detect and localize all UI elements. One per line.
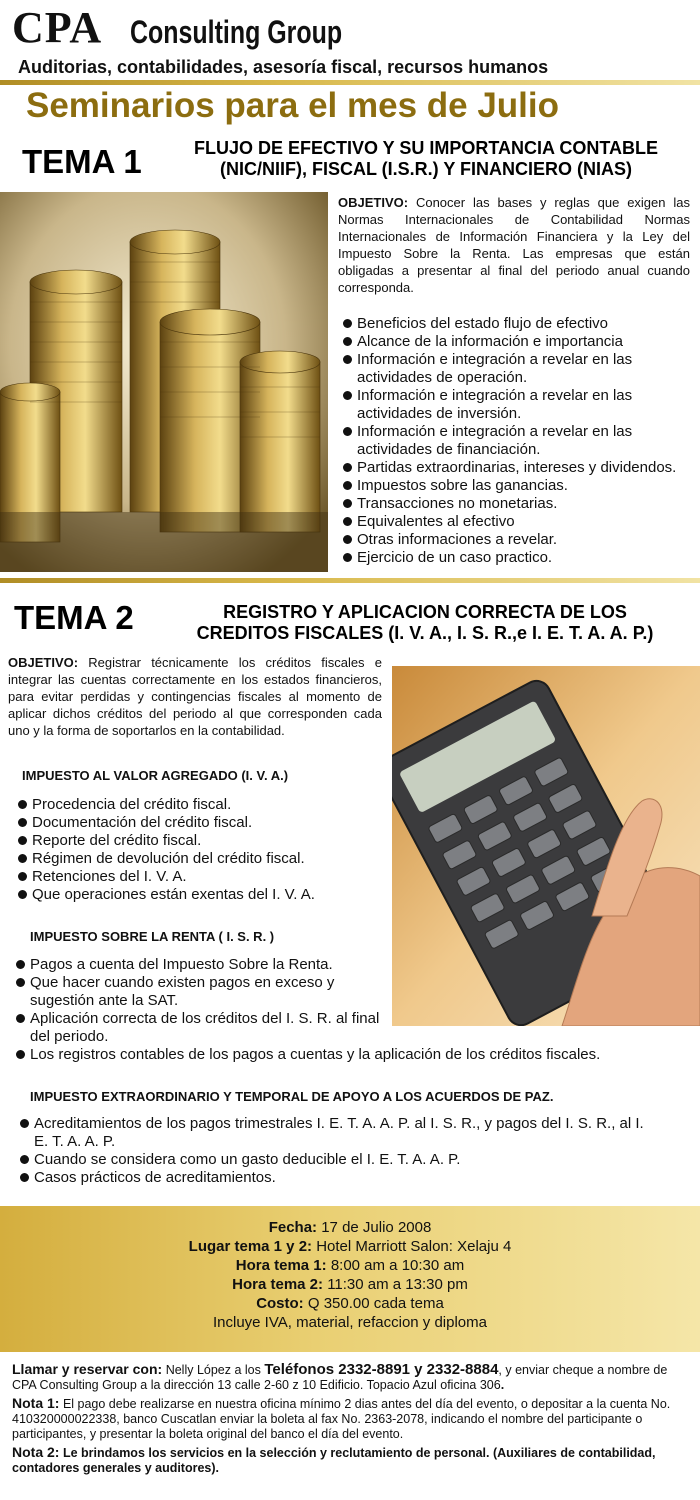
coins-photo xyxy=(0,192,328,572)
event-hora2: Hora tema 2: 11:30 am a 13:30 pm xyxy=(232,1276,468,1293)
isr-heading: IMPUESTO SOBRE LA RENTA ( I. S. R. ) xyxy=(30,929,275,944)
list-item: Transacciones no monetarias. xyxy=(343,495,700,513)
tema1-bullets xyxy=(343,315,700,567)
list-item: Que operaciones están exentas del I. V. A. xyxy=(18,886,388,904)
event-incluye: Incluye IVA, material, refaccion y diploma xyxy=(212,1314,487,1331)
nota2 xyxy=(12,1445,692,1476)
list-item: Casos prácticos de acreditamientos. xyxy=(20,1169,660,1187)
tema1-objetivo xyxy=(338,194,690,296)
tema2-title-line2: CREDITOS FISCALES (I. V. A., I. S. R.,e I. E. T. A. A. P.) xyxy=(196,623,654,643)
nota1 xyxy=(12,1396,692,1442)
tema1-objetivo-label: OBJETIVO: xyxy=(338,195,409,210)
divider xyxy=(0,578,700,583)
brand-cpa: CPA xyxy=(12,3,103,52)
tema2-label: TEMA 2 xyxy=(14,599,134,636)
tema2-objetivo xyxy=(8,654,382,739)
list-item: Impuestos sobre las ganancias. xyxy=(343,477,700,495)
tema2-objetivo-label: OBJETIVO: xyxy=(8,655,79,670)
tema1-title-line2: (NIC/NIIF), FISCAL (I.S.R.) Y FINANCIERO (NIAS) xyxy=(219,159,632,179)
event-hora1: Hora tema 1: 8:00 am a 10:30 am xyxy=(235,1257,465,1274)
contact-person: Nelly López a los xyxy=(165,1363,261,1377)
list-item: Otras informaciones a revelar. xyxy=(343,531,700,549)
list-item: Información e integración a revelar en las actividades de financiación. xyxy=(343,423,700,459)
header xyxy=(0,0,700,82)
list-item: Aplicación correcta de los créditos del I. S. R. al final del periodo. xyxy=(16,1010,386,1046)
isr-bullets-wide xyxy=(16,1046,696,1064)
calculator-photo xyxy=(392,666,700,1026)
list-item: Beneficios del estado flujo de efectivo xyxy=(343,315,700,333)
calculator-icon xyxy=(392,666,700,1026)
list-item: Reporte del crédito fiscal. xyxy=(18,832,388,850)
tagline: Auditorias, contabilidades, asesoría fiscal, recursos humanos xyxy=(18,57,549,77)
list-item: Cuando se considera como un gasto deducible el I. E. T. A. A. P. xyxy=(20,1151,660,1169)
tema1-label: TEMA 1 xyxy=(22,143,142,180)
list-item: Régimen de devolución del crédito fiscal. xyxy=(18,850,388,868)
iva-heading: IMPUESTO AL VALOR AGREGADO (I. V. A.) xyxy=(22,768,289,783)
tema1-objetivo-text: Conocer las bases y reglas que exigen las Normas Internacionales de Contabilidad Normas Internacionales de Información Financiera y la Ley del Impuesto Sobre la Renta. Las empresas que están obligadas a presentar al final del periodo anual cuando corresponda. xyxy=(338,195,690,295)
list-item: Que hacer cuando existen pagos en exceso y sugestión ante la SAT. xyxy=(16,974,386,1010)
footer xyxy=(12,1362,692,1479)
event-lugar: Lugar tema 1 y 2: Hotel Marriott Salon: Xelaju 4 xyxy=(188,1238,512,1255)
page-title: Seminarios para el mes de Julio xyxy=(26,86,559,125)
nota2-text: Le brindamos los servicios en la selección y reclutamiento de personal. (Auxiliares de contabilidad, contadores generales y auditores). xyxy=(12,1446,656,1475)
divider xyxy=(0,80,700,85)
event-details xyxy=(0,1218,700,1332)
coins-icon xyxy=(0,192,328,572)
list-item: Pagos a cuenta del Impuesto Sobre la Renta. xyxy=(16,956,386,974)
enviar-text: , y enviar cheque a nombre de CPA Consulting Group a la dirección 13 calle 2-60 z 10 Edificio. Topacio Azul oficina 306 xyxy=(12,1363,668,1392)
tema1-title xyxy=(156,138,696,180)
list-item: Documentación del crédito fiscal. xyxy=(18,814,388,832)
list-item: Información e integración a revelar en las actividades de inversión. xyxy=(343,387,700,423)
list-item: Alcance de la información e importancia xyxy=(343,333,700,351)
list-item: Equivalentes al efectivo xyxy=(343,513,700,531)
ietaap-heading: IMPUESTO EXTRAORDINARIO Y TEMPORAL DE APOYO A LOS ACUERDOS DE PAZ. xyxy=(30,1089,554,1104)
list-item: Procedencia del crédito fiscal. xyxy=(18,796,388,814)
event-info-box xyxy=(0,1206,700,1352)
tema2-title-line1: REGISTRO Y APLICACION CORRECTA DE LOS xyxy=(223,602,627,622)
list-item: Partidas extraordinarias, intereses y dividendos. xyxy=(343,459,700,477)
nota1-label: Nota 1: xyxy=(12,1395,60,1411)
nota2-label: Nota 2: xyxy=(12,1444,60,1460)
list-item: Retenciones del I. V. A. xyxy=(18,868,388,886)
list-item: Acreditamientos de los pagos trimestrales I. E. T. A. A. P. al I. S. R., y pagos del I. S. R., al I. E. T. A. A. P. xyxy=(20,1115,660,1151)
tema2-objetivo-text: Registrar técnicamente los créditos fiscales e integrar las cuentas correctamente en los estados financieros, para evitar perdidas y contingencias fiscales al momento de aplicar dichos créditos del periodo al que corresponden cada uno y la forma de soportarlos en la contabilidad. xyxy=(8,655,382,738)
list-item: Los registros contables de los pagos a cuentas y la aplicación de los créditos fiscales. xyxy=(16,1046,696,1064)
brand-name: Consulting Group xyxy=(130,14,343,50)
tema1-title-line1: FLUJO DE EFECTIVO Y SU IMPORTANCIA CONTABLE xyxy=(193,138,659,158)
nota1-text: El pago debe realizarse en nuestra oficina mínimo 2 dias antes del día del evento, o depositar a la cuenta No. 410320000022338, banco Cuscatlan enviar la boleta al fax No. 2363-2078, indicando el nombre del participante o participantes, y presentar la boleta original del banco el día del evento. xyxy=(12,1397,671,1441)
reservation-info: Llamar y reservar con: Nelly López a los Teléfonos 2332-8891 y 2332-8884, y enviar cheque a nombre de CPA Consulting Group a la dirección 13 calle 2-60 z 10 Edificio. Topacio Azul oficina 306. xyxy=(12,1361,668,1392)
tema2-title xyxy=(150,602,700,644)
ietaap-bullets xyxy=(20,1115,660,1187)
event-fecha: Fecha: 17 de Julio 2008 xyxy=(268,1219,432,1236)
isr-bullets xyxy=(16,956,386,1046)
list-item: Información e integración a revelar en las actividades de operación. xyxy=(343,351,700,387)
phones: Teléfonos 2332-8891 y 2332-8884 xyxy=(264,1361,499,1378)
iva-bullets xyxy=(18,796,388,904)
list-item: Ejercicio de un caso practico. xyxy=(343,549,700,567)
event-costo: Costo: Q 350.00 cada tema xyxy=(256,1295,444,1312)
llamar-label: Llamar y reservar con: xyxy=(12,1361,163,1377)
